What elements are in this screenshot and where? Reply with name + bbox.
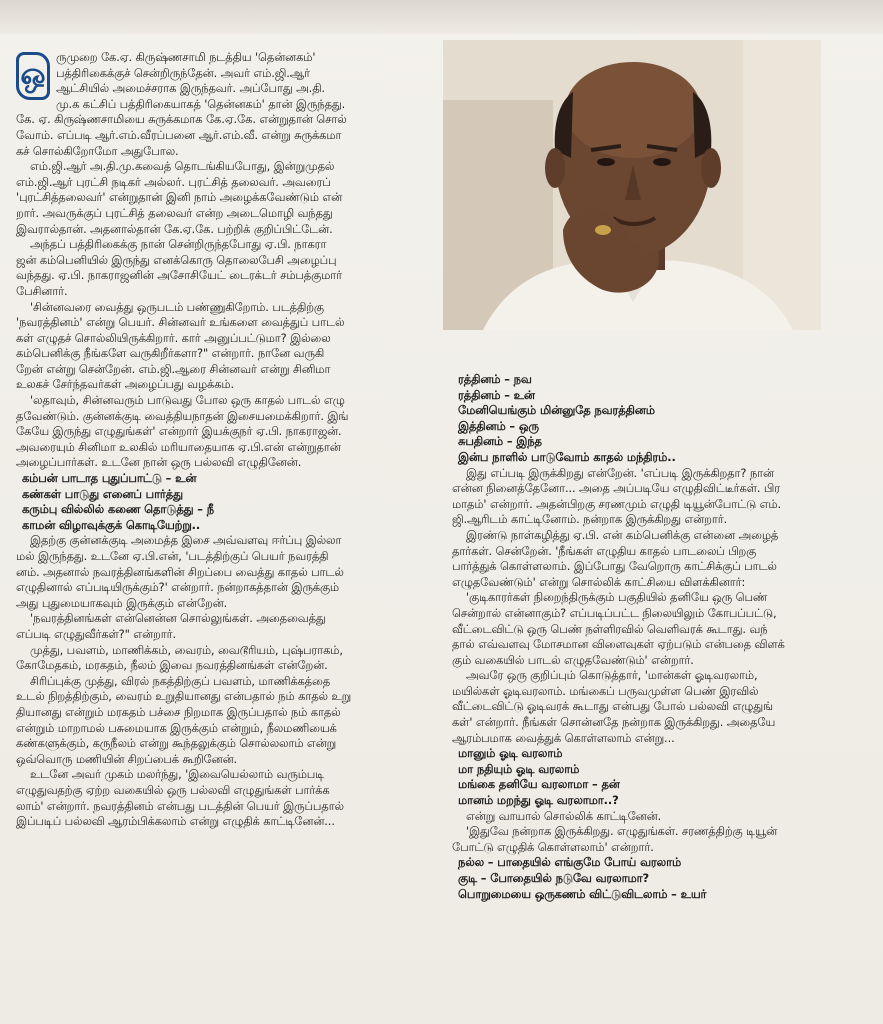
article-left-column [16,50,434,830]
verse-line: மங்கை தனியே வரலாமா – தன் [458,777,620,792]
article-line: என்ன நினைத்தேனோ... அதை அப்படியே எழுதிவிட்டீர்கள். பிர [452,481,780,496]
verse-line: மானம் மறந்து ஓடி வரலாமா..? [458,793,619,808]
article-line: 'இதுவே நன்றாக இருக்கிறது. எழுதுங்கள். சரணத்திற்கு டியூன் [466,824,778,839]
article-line: ருமுறை கே.ஏ. கிருஷ்ணசாமி நடத்திய 'தென்னகம்' [56,50,316,64]
article-line: ஒவ்வொரு மணியின் சிறப்பைக் கூறினேன். [16,751,238,766]
article-line: லாம்' என்றார். நவரத்தினம் என்பது படத்தின் பெயர் இருப்பதால் [16,798,344,813]
article-line: எழுதவேண்டும்' என்று சொல்லிக் காட்சியை விளக்கினார்: [452,574,746,589]
article-line: அவரையும் சினிமா உலகில் மரியாதையாக ஏ.பி.என் என்றுதான் [16,439,341,454]
article-line: அழைப்பார்கள். உடனே நான் ஒரு பல்லவி எழுதினேன். [16,455,302,470]
article-line: கச் சொல்கிறோமோ அதுபோல. [16,143,179,158]
article-line: அந்தப் பத்திரிகைக்கு நான் சென்றிருந்தபோது ஏ.பி. நாகரா [30,237,327,252]
article-line: என்றும் மாறாமல் பசுமையாக இருக்கும் என்றும், நீலமணியைக் [16,720,337,735]
article-line: எழுதினால் எப்படியிருக்கும்?' என்றார். நன்றாகத்தான் இருக்கும் [16,580,339,595]
article-line: கம்பெனிக்கு நீங்களே வருகிறீர்களா?" என்றார். நானே வருகி [16,346,325,361]
article-line: றேன் என்று சென்றேன். எம்.ஜி.ஆரை சின்னவர் என்று சினிமா [16,361,331,376]
article-line: அவரே ஒரு குறிப்பும் கொடுத்தார், 'மான்கள் ஓடிவரலாம், [466,668,758,683]
article-line: இதற்கு குன்னக்குடி அமைத்த இசை அவ்வளவு ஈர்ப்பு இல்லா [30,533,342,548]
article-line: கள்' என்றார். நீங்கள் சொன்னதே நன்றாக இருக்கிறது. அதையே [452,715,776,730]
article-line: 'சின்னவரை வைத்து ஒருபடம் பண்ணுகிறோம். படத்திற்கு [30,299,324,314]
verse-line: நல்ல – பாதையில் எங்குமே போய் வரலாம் [458,855,682,870]
article-line: மயில்கள் ஓடிவரலாம். மங்கைப் பருவமுள்ள பெண் இரவில் [452,683,759,698]
article-line: றார். அவருக்குப் புரட்சித் தலைவர் என்ற அடைமொழி வந்தது [16,205,333,220]
article-line: எப்படி எழுதுவீர்கள்?" என்றார். [16,626,176,641]
article-line: முத்து, பவளம், மாணிக்கம், வைரம், வைடூரியம், புஷ்பராகம், [30,642,343,657]
article-line: ஜன் கம்பெனியில் இருந்து எனக்கொரு தொலைபேசி அழைப்பு [16,252,337,267]
verse-line: கண்கள் பாடுது எனைப் பார்த்து [22,486,183,501]
article-line: உலகச் சேர்ந்தவர்கள் அழைப்பது வழக்கம். [16,377,234,392]
article-line: வீட்டைவிட்டு ஓடிவரக் கூடாது என்பது போல் பல்லவி எழுதுங் [452,699,773,714]
article-line: பேசினார். [16,283,68,298]
article-line: 'குடிகாரர்கள் நிறைந்திருக்கும் பகுதியில் தனியே ஒரு பெண் [466,590,768,605]
article-line: பத்திரிகைக்குச் சென்றிருந்தேன். அவர் எம்.ஜி.ஆர் [56,65,310,80]
portrait-photo [443,40,821,330]
article-line: என்று வாயால் சொல்லிக் காட்டினேன். [466,808,662,823]
verse-line: சுபதினம் – இந்த [458,434,542,449]
article-line: ஜி.ஆரிடம் காட்டினோம். நன்றாக இருக்கிறது என்றார். [452,512,728,527]
verse-line: பொறுமையை ஒருகணம் விட்டுவிடலாம் – உயர் [458,886,707,901]
portrait-photo-icon [443,40,821,330]
article-line: 'நவரத்தினம்' என்று பெயர். சின்னவர் உங்களை வைத்துப் பாடல் [16,315,345,330]
article-line: ஆரம்பமாக வைத்துக் கொள்ளலாம் என்று... [452,730,675,745]
article-line: பார்த்துக் கொள்ளலாம். இப்போது வேறொரு காட்சிக்குப் பாடல் [452,559,777,574]
verse-line: மா நதியும் ஓடி வரலாம் [458,761,580,776]
article-line: இப்படிப் பல்லவி ஆரம்பிக்கலாம் என்று எழுதிக் காட்டினேன்... [16,814,335,829]
verse-line: ரத்தினம் – நவ [458,372,532,386]
verse-line: இத்தினம் – ஒரு [458,418,539,433]
article-line: வந்தது. ஏ.பி. நாகராஜனின் அசோசியேட் டைரக்டர் சம்பத்குமார் [16,268,342,283]
article-line: சென்றால் என்னாகும்? எப்படிப்பட்ட நிலையிலும் கோபப்பட்டு, [452,605,777,620]
article-line: வீட்டைவிட்டு ஒரு பெண் நள்ளிரவில் வெளிவரக் கூடாது. வந் [452,621,768,636]
article-line: எம்.ஜி.ஆர் புரட்சி நடிகர் அல்லர். புரட்சித் தலைவர். அவரைப் [16,174,331,189]
article-line: தார்கள். சென்றேன். 'நீங்கள் எழுதிய காதல் பாடலைப் பிறகு [452,543,757,558]
article-line: தால் எவ்வளவு மோசமான விளைவுகள் ஏற்படும் என்பதை விளக் [452,637,785,652]
article-line: கள் எழுதச் சொல்லியிருக்கிறார். கார் அனுப்பட்டுமா? இல்லை [16,330,331,345]
verse-line: கம்பன் பாடாத புதுப்பாட்டு – உன் [22,471,197,486]
article-right-column [452,372,864,902]
verse-line: மானும் ஓடி வரலாம் [458,746,563,761]
verse-line: ரத்தினம் – உன் [458,387,535,402]
article-line: அது புதுமையாகவும் இருக்கும் என்றேன். [16,595,228,610]
top-margin-strip [0,0,883,34]
article-line: மு.க கட்சிப் பத்திரிகையாகத் 'தென்னகம்' தான் இருந்தது. [56,96,346,111]
article-line: தவேண்டும். குன்னக்குடி வைத்தியநாதன் இசையமைக்கிறார். இங் [16,408,349,423]
article-line: கோமேதகம், மரகதம், நீலம் இவை நவரத்தினங்கள் என்றேன். [16,658,328,673]
article-line: போட்டு எழுதிக் கொள்ளலாம்' என்றார். [452,839,654,854]
article-line: சிரிப்புக்கு முத்து, விரல் நகத்திற்குப் பவளம், மாணிக்கத்தை [30,673,331,688]
article-line: எம்.ஜி.ஆர் அ.தி.மு.கவைத் தொடங்கியபோது, இன்றுமுதல் [30,159,335,174]
article-line: தியானது என்றும் மரகதம் பச்சை நிறமாக இருப்பதால் நம் காதல் [16,704,341,719]
article-line: 'நவரத்தினங்கள் என்னென்ன சொல்லுங்கள். அதைவைத்து [30,611,326,626]
article-line: 'லதாவும், சின்னவரும் பாடுவது போல ஒரு காதல் பாடல் எழு [30,393,345,408]
article-line: உடனே அவர் முகம் மலர்ந்து, 'இவையெல்லாம் வரும்படி [30,767,325,782]
verse-line: கரும்பு வில்லில் கணை தொடுத்து – நீ [22,502,214,517]
verse-line: மேனியெங்கும் மின்னுதே நவரத்தினம் [458,403,655,418]
article-line: மல் இருந்தது. உடனே ஏ.பி.என், 'படத்திற்குப் பெயர் நவரத்தி [16,549,329,563]
article-line: வோம். எப்படி ஆர்.எம்.வீரப்பனை ஆர்.எம்.வீ. என்று சுருக்கமா [16,127,342,142]
article-line: 'புரட்சித்தலைவர்' என்றுதான் இனி நாம் அழைக்கவேண்டும் என் [16,190,343,205]
article-line: இவரால்தான். அதனால்தான் கே.ஏ.கே. பற்றிக் குறிப்பிட்டேன். [16,221,333,236]
verse-line: இன்ப நாளில் பாடுவோம் காதல் மந்திரம்.. [458,449,676,464]
article-line: இரண்டு நாள்கழித்து ஏ.பி. என் கம்பெனிக்கு என்னை அழைத் [466,527,779,542]
article-line: கே. ஏ. கிருஷ்ணசாமியை சுருக்கமாக கே.ஏ.கே. என்றுதான் சொல் [16,112,347,127]
verse-line: குடி – போதையில் நடுவே வரலாமா? [458,871,650,885]
article-line: கும் வகையில் பாடல் எழுதவேண்டும்' என்றார். [452,652,694,667]
verse-line: காமன் விழாவுக்குக் கொடியேற்று.. [22,517,201,532]
article-line: கேயே இருந்து எழுதுங்கள்' என்றார் இயக்குநர் ஏ.பி. நாகராஜன். [16,424,342,439]
drop-cap-letter: ஒ [16,52,50,100]
article-line: உடல் நிறத்திற்கும், வைரம் உறுதியானது என்பதால் நம் காதல் உறு [16,689,352,704]
article-line: மாதம்' என்றார். அதன்பிறகு சரணமும் எழுதி டியூன்போட்டு எம். [452,496,782,511]
article-line: னம். அதனால் நவரத்தினங்களின் சிறப்பை வைத்து காதல் பாடல் [16,564,344,579]
article-line: கண்களுக்கும், கருநீலம் என்று கூந்தலுக்கும் சொல்லலாம் என்று [16,736,337,751]
article-line: இது எப்படி இருக்கிறது என்றேன். 'எப்படி இருக்கிறதா? நான் [466,465,774,480]
article-line: எழுதுவதற்கு ஏற்ற வகையில் ஒரு பல்லவி எழுதுங்கள் பார்க்க [16,782,330,797]
article-line: ஆட்சியில் அமைச்சராக இருந்தவர். அப்போது அ.தி. [56,81,325,96]
